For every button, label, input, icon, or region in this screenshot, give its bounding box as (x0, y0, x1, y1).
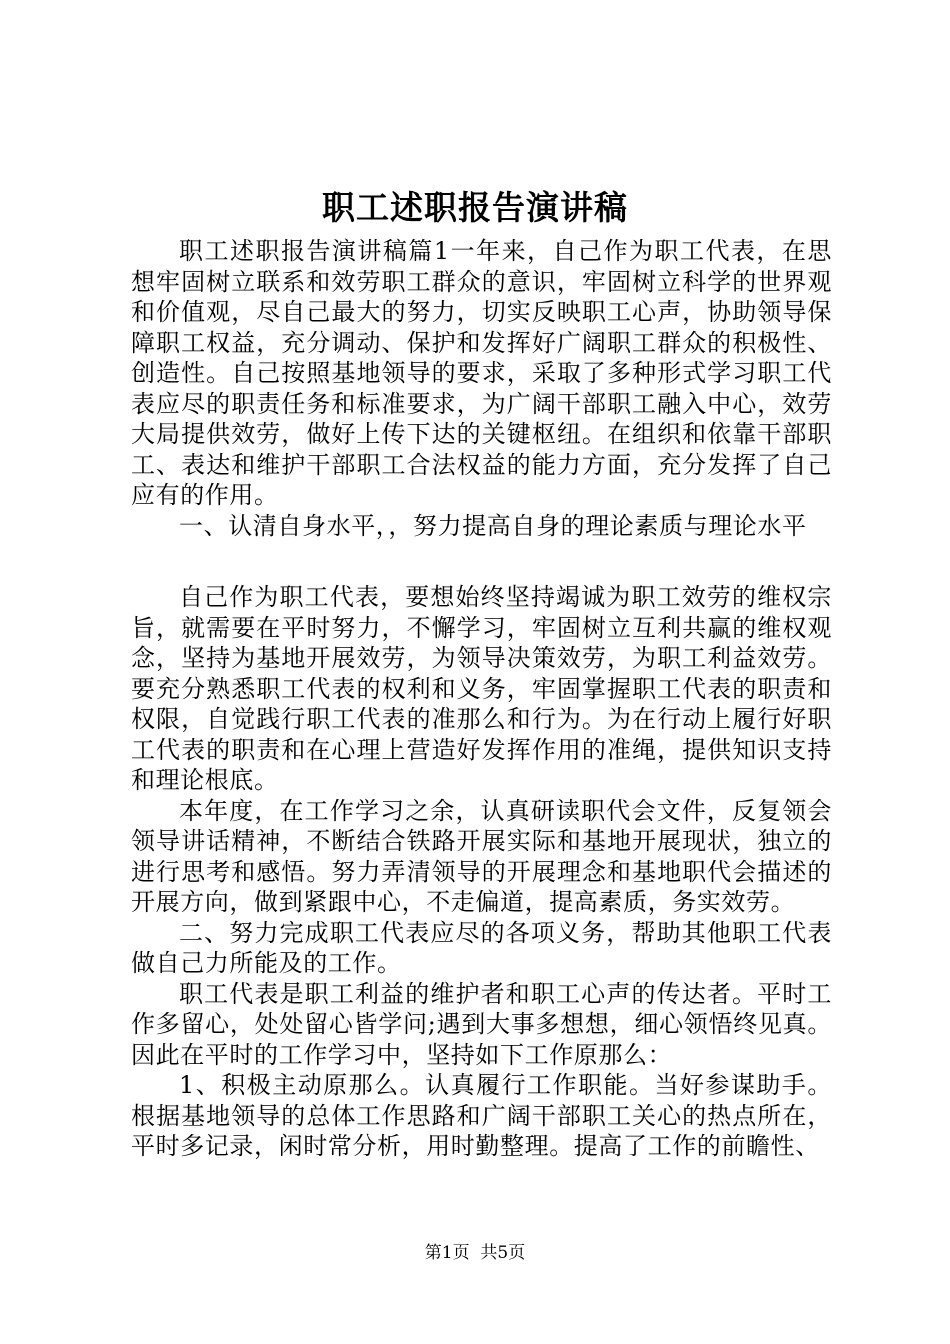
paragraph-intro: 职工述职报告演讲稿篇1一年来，自己作为职工代表，在思想牢固树立联系和效劳职工群众的意识，牢固树立科学的世界观和价值观，尽自己最大的努力，切实反映职工心声，协助领导保障职工权益，充分调动、保护和发挥好广阔职工群众的积极性、创造性。自己按照基地领导的要求，采取了多种形式学习职工代表应尽的职责任务和标准要求，为广阔干部职工融入中心，效劳大局提供效劳，做好上传下达的关键枢纽。在组织和依靠干部职工、表达和维护干部职工合法权益的能力方面，充分发挥了自己应有的作用。 (131, 237, 832, 509)
page-number: 第1页 (424, 1243, 470, 1263)
paragraph-section-1-a: 自己作为职工代表，要想始终坚持竭诚为职工效劳的维权宗旨，就需要在平时努力，不懈学习，牢固树立互利共赢的维权观念，坚持为基地开展效劳，为领导决策效劳，为职工利益效劳。要充分熟悉职工代表的权利和义务，牢固掌握职工代表的职责和权限，自觉践行职工代表的准那么和行为。为在行动上履行好职工代表的职责和在心理上营造好发挥作用的准绳，提供知识支持和理论根底。 (131, 583, 832, 794)
section-heading-1: 一、认清自身水平，，努力提高自身的理论素质与理论水平 (179, 511, 807, 540)
section-heading-2: 二、努力完成职工代表应尽的各项义务，帮助其他职工代表做自己力所能及的工作。 (131, 918, 832, 977)
page-total: 共5页 (480, 1243, 526, 1263)
document-title: 职工述职报告演讲稿 (322, 188, 628, 227)
document-body (131, 236, 832, 1162)
page-footer (0, 1241, 950, 1265)
paragraph-section-2-a: 职工代表是职工利益的维护者和职工心声的传达者。平时工作多留心，处处留心皆学问;遇到大事多想想，细心领悟终见真。因此在平时的工作学习中，坚持如下工作原那么： (131, 979, 832, 1069)
footer-spacer (470, 1243, 481, 1263)
paragraph-section-1-b: 本年度，在工作学习之余，认真研读职代会文件，反复领会领导讲话精神，不断结合铁路开展实际和基地开展现状，独立的进行思考和感悟。努力弄清领导的开展理念和基地职代会描述的开展方向，做到紧跟中心，不走偏道，提高素质，务实效劳。 (131, 796, 832, 916)
paragraph-section-2-b: 1、积极主动原那么。认真履行工作职能。当好参谋助手。根据基地领导的总体工作思路和广阔干部职工关心的热点所在，平时多记录，闲时常分析，用时勤整理。提高了工作的前瞻性、 (131, 1071, 832, 1160)
